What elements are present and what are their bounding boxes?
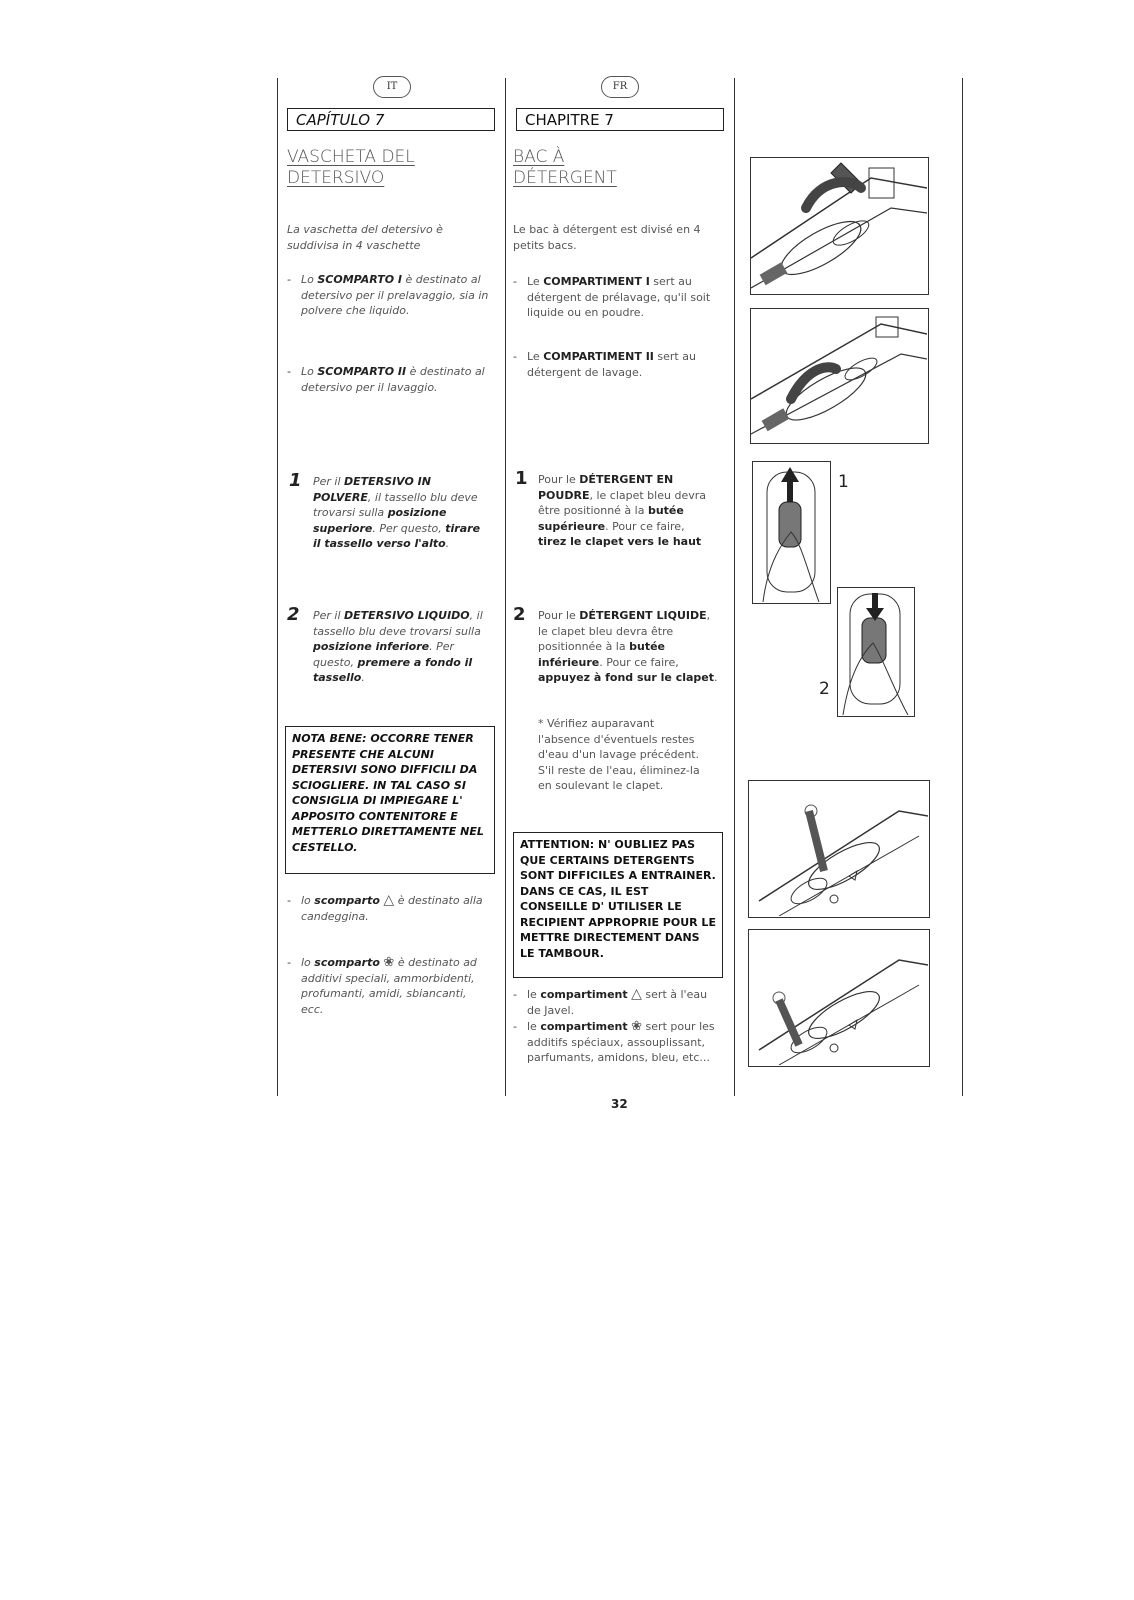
drawer-illustration xyxy=(751,158,927,293)
comp1-fr xyxy=(513,274,723,321)
comp2-it xyxy=(287,364,492,395)
bullet-dash: - xyxy=(287,365,291,378)
comp3-text-fr: le compartiment △ sert à l'eau de Javel. xyxy=(527,986,708,1017)
step1-it xyxy=(313,474,491,552)
step1-fr xyxy=(538,472,716,550)
bullet-dash: - xyxy=(513,988,517,1001)
bullet-dash: - xyxy=(513,275,517,288)
column-rule-right xyxy=(734,78,735,1096)
drawer-bleach-illustration xyxy=(749,781,928,916)
verify-fr xyxy=(538,716,708,794)
figure-compartment-2 xyxy=(750,308,929,444)
hand-pull-illustration xyxy=(753,462,829,602)
figure-tab-down xyxy=(837,587,915,717)
bullet-dash: - xyxy=(287,894,291,907)
comp1-it xyxy=(287,272,492,319)
column-rule-left xyxy=(277,78,278,1096)
lang-badge-fr: FR xyxy=(601,76,639,98)
bullet-dash: - xyxy=(513,1020,517,1033)
note-text-it: NOTA BENE: OCCORRE TENER PRESENTE CHE ALCUNI DETERSIVI SONO DIFFICILI DA SCIOGLIERE. IN TAL CASO SI CONSIGLIA DI IMPIEGARE L' APPOSITO CONTENITORE E METTERLO DIRETTAMENTE NEL CESTELLO. xyxy=(292,732,484,854)
step2-number-fr: 2 xyxy=(513,604,526,625)
figure-label-2: 2 xyxy=(819,679,830,699)
figure-additives-compartment xyxy=(748,929,930,1067)
bullet-dash: - xyxy=(287,956,291,969)
drawer-additives-illustration xyxy=(749,930,928,1065)
title-line2-it: DETERSIVO xyxy=(287,168,385,188)
lang-badge-it: IT xyxy=(373,76,411,98)
comp2-fr xyxy=(513,349,723,380)
step1-number-fr: 1 xyxy=(515,468,528,489)
comp1-text-it: Lo SCOMPARTO I è destinato al detersivo per il prelavaggio, sia in polvere che liquido. xyxy=(301,273,489,317)
step2-text-it: Per il DETERSIVO LIQUIDO, il tassello blu deve trovarsi sulla posizione inferiore. Per questo, premere a fondo il tassello. xyxy=(313,609,483,684)
comp3-fr xyxy=(513,987,723,1018)
section-title-it xyxy=(287,147,415,189)
section-title-fr xyxy=(513,147,617,189)
comp1-text-fr: Le COMPARTIMENT I sert au détergent de prélavage, qu'il soit liquide ou en poudre. xyxy=(527,275,711,319)
title-line1-fr: BAC À xyxy=(513,147,565,167)
column-rule-outer xyxy=(962,78,963,1096)
comp2-text-fr: Le COMPARTIMENT II sert au détergent de lavage. xyxy=(527,350,696,379)
figure-bleach-compartment xyxy=(748,780,930,918)
drawer-illustration xyxy=(751,309,927,442)
hand-push-illustration xyxy=(838,588,913,715)
step1-number-it: 1 xyxy=(289,470,302,491)
comp4-text-fr: le compartiment ❀ sert pour les additifs spéciaux, assouplissant, parfumants, amidons, bleu, etc... xyxy=(527,1019,715,1064)
step2-text-fr: Pour le DÉTERGENT LIQUIDE, le clapet bleu devra être positionnée à la butée inférieure. Pour ce faire, appuyez à fond sur le clapet. xyxy=(538,609,718,684)
bullet-dash: - xyxy=(287,273,291,286)
comp4-it xyxy=(287,955,492,1017)
comp3-it xyxy=(287,893,492,924)
attention-box-fr xyxy=(513,832,723,978)
step2-it xyxy=(313,608,493,686)
title-line2-fr: DÉTERGENT xyxy=(513,168,617,188)
chapter-heading-fr: CHAPITRE 7 xyxy=(516,108,724,131)
step1-text-fr: Pour le DÉTERGENT EN POUDRE, le clapet bleu devra être positionné à la butée supérieure. Pour ce faire, tirez le clapet vers le haut xyxy=(538,473,706,548)
comp2-text-it: Lo SCOMPARTO II è destinato al detersivo per il lavaggio. xyxy=(301,365,485,394)
triangle-icon: △ xyxy=(631,986,642,1002)
bullet-dash: - xyxy=(513,350,517,363)
step2-number-it: 2 xyxy=(287,604,300,625)
intro-fr xyxy=(513,222,721,253)
attention-text-fr: ATTENTION: N' OUBLIEZ PAS QUE CERTAINS DETERGENTS SONT DIFFICILES A ENTRAINER. DANS CE CAS, IL EST CONSEILLE D' UTILISER LE RECIPIENT APPROPRIE POUR LE METTRE DIRECTEMENT DANS LE TAMBOUR. xyxy=(520,838,716,960)
comp4-fr xyxy=(513,1019,723,1066)
step2-fr xyxy=(538,608,718,686)
figure-label-1: 1 xyxy=(838,472,849,492)
intro-text-fr: Le bac à détergent est divisé en 4 petits bacs. xyxy=(513,223,701,252)
comp3-text-it: lo scomparto △ è destinato alla candeggina. xyxy=(301,892,483,923)
intro-text-it: La vaschetta del detersivo è suddivisa in 4 vaschette xyxy=(287,223,443,252)
note-box-it xyxy=(285,726,495,874)
page-number: 32 xyxy=(611,1097,628,1111)
figure-tab-up xyxy=(752,461,831,604)
column-rule-middle xyxy=(505,78,506,1096)
intro-it xyxy=(287,222,487,253)
triangle-icon: △ xyxy=(383,892,395,908)
title-line1-it: VASCHETA DEL xyxy=(287,147,415,167)
chapter-heading-it: CAPÍTULO 7 xyxy=(287,108,495,131)
step1-text-it: Per il DETERSIVO IN POLVERE, il tassello blu deve trovarsi sulla posizione superiore. Per questo, tirare il tassello verso l'alto. xyxy=(313,475,481,550)
flower-icon: ❀ xyxy=(383,955,395,970)
comp4-text-it: lo scomparto ❀ è destinato ad additivi speciali, ammorbidenti, profumanti, amidi, sbiancanti, ecc. xyxy=(301,955,477,1016)
figure-compartment-1 xyxy=(750,157,929,295)
flower-icon: ❀ xyxy=(631,1019,643,1034)
verify-text-fr: * Vérifiez auparavant l'absence d'éventuels restes d'eau d'un lavage précédent. S'il reste de l'eau, éliminez-la en soulevant le clapet. xyxy=(538,717,700,792)
